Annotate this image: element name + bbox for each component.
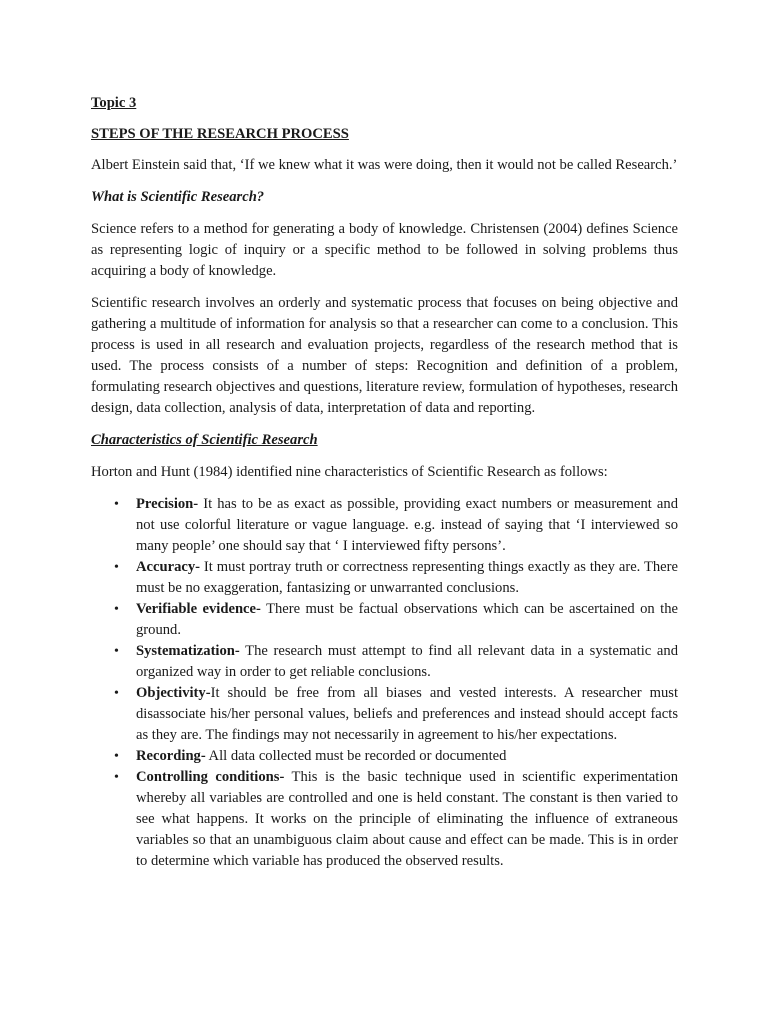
bullet-icon: • <box>114 602 119 617</box>
list-item-term: Precision- <box>136 496 199 512</box>
list-item-term: Accuracy- <box>136 559 201 575</box>
list-item-text: The research must attempt to find all relevant data in a systematic and organized way in order to get reliable conclusions. <box>136 643 678 680</box>
page-title: STEPS OF THE RESEARCH PROCESS <box>91 126 349 142</box>
characteristics-list <box>91 494 678 872</box>
list-item-term: Recording- <box>136 748 206 764</box>
list-item-text: It has to be as exact as possible, providing exact numbers or measurement and not use colorful literature or vague language. e.g. instead of saying that ‘I interviewed so many people’ one should say that ‘ I interviewed fifty persons’. <box>136 496 678 554</box>
list-item-text: All data collected must be recorded or documented <box>205 748 507 764</box>
list-item-term: Controlling conditions- <box>136 769 285 785</box>
research-process-paragraph: Scientific research involves an orderly and systematic process that focuses on being objective and gathering a multitude of information for analysis so that a researcher can come to a conclusion. This process is used in all research and evaluation projects, regardless of the research method that is used. The process consists of a number of steps: Recognition and definition of a problem, formulating research objectives and questions, literature review, formulation of hypotheses, research design, data collection, analysis of data, interpretation of data and reporting. <box>91 295 678 416</box>
what-is-heading: What is Scientific Research? <box>91 189 265 205</box>
list-item-term: Verifiable evidence- <box>136 601 261 617</box>
list-item <box>91 683 678 746</box>
list-item <box>91 557 678 599</box>
horton-paragraph: Horton and Hunt (1984) identified nine characteristics of Scientific Research as follows: <box>91 464 608 480</box>
list-item <box>91 599 678 641</box>
bullet-icon: • <box>114 749 119 764</box>
bullet-icon: • <box>114 770 119 785</box>
bullet-icon: • <box>114 560 119 575</box>
list-item-term: Objectivity- <box>136 685 211 701</box>
list-item <box>91 767 678 872</box>
list-item <box>91 494 678 557</box>
bullet-icon: • <box>114 686 119 701</box>
document-body <box>91 93 678 872</box>
bullet-icon: • <box>114 497 119 512</box>
list-item-text: It must portray truth or correctness representing things exactly as they are. There must be no exaggeration, fantasizing or unwarranted conclusions. <box>136 559 678 596</box>
list-item <box>91 746 678 767</box>
characteristics-heading: Characteristics of Scientific Research <box>91 432 318 448</box>
list-item <box>91 641 678 683</box>
list-item-text: There must be factual observations which can be ascertained on the ground. <box>136 601 678 638</box>
list-item-text: It should be free from all biases and vested interests. A researcher must disassociate his/her personal values, beliefs and preferences and instead should accept facts as they are. The findings may not necessarily in agreement to his/her expectations. <box>136 685 678 743</box>
science-paragraph: Science refers to a method for generating a body of knowledge. Christensen (2004) defines Science as representing logic of inquiry or a specific method to be followed in solving problems thus acquiring a body of knowledge. <box>91 221 678 279</box>
topic-label: Topic 3 <box>91 95 137 111</box>
list-item-term: Systematization- <box>136 643 240 659</box>
bullet-icon: • <box>114 644 119 659</box>
intro-paragraph: Albert Einstein said that, ‘If we knew what it was were doing, then it would not be called Research.’ <box>91 157 678 173</box>
list-item-text: This is the basic technique used in scientific experimentation whereby all variables are controlled and one is held constant. The constant is then varied to see what happens. It works on the principle of eliminating the influence of extraneous variables so that an unambiguous claim about cause and effect can be made. This is in order to determine which variable has produced the observed results. <box>136 769 678 869</box>
